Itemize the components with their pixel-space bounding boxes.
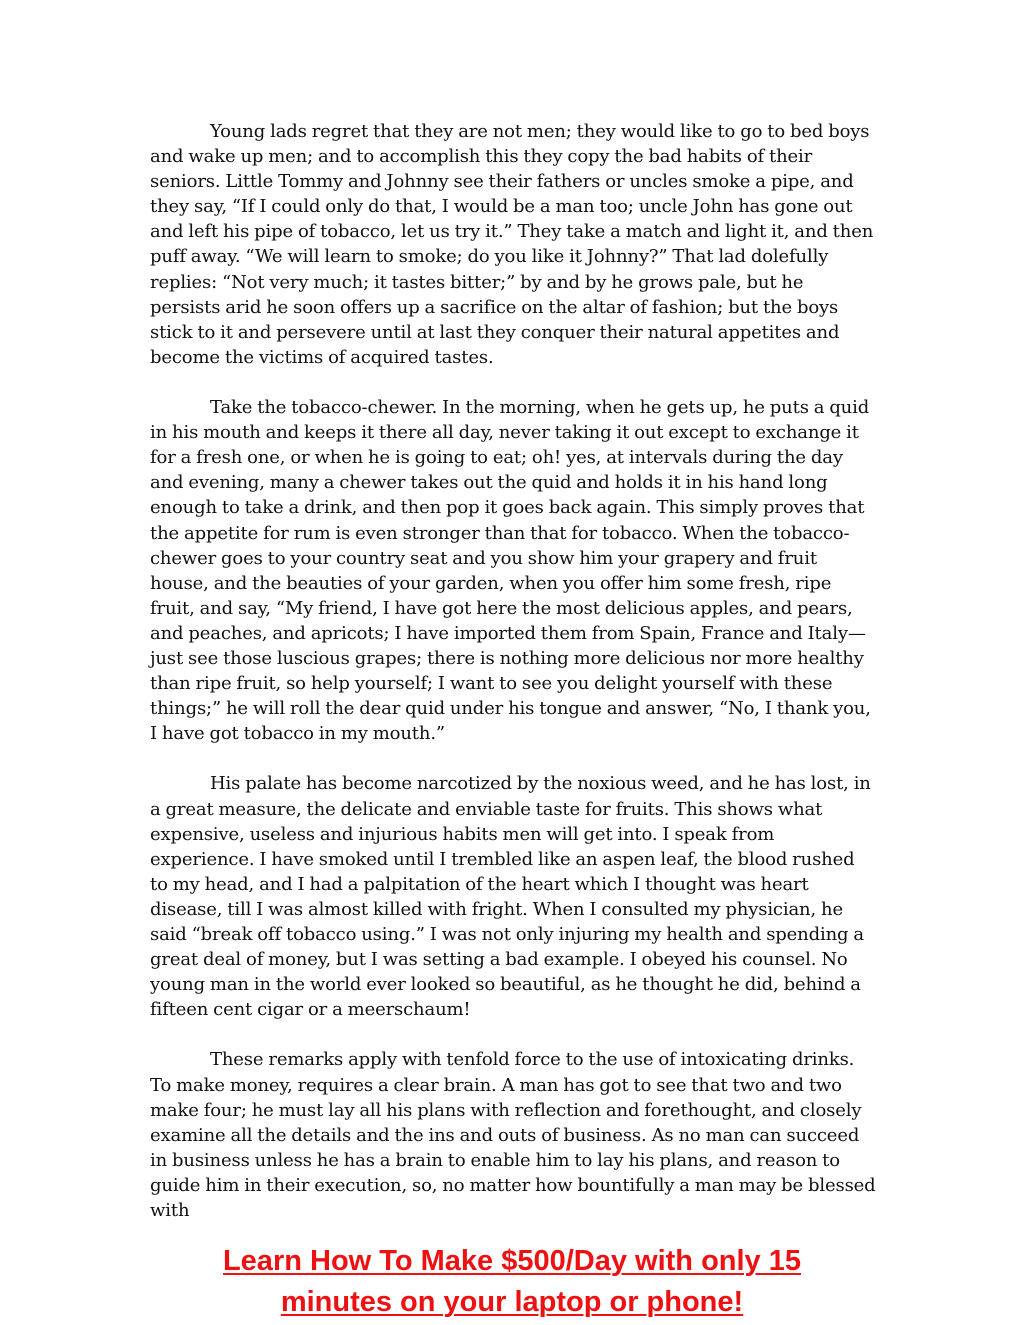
paragraph-intoxicating-drinks: These remarks apply with tenfold force to the use of intoxicating drinks. To make money, requires a clear brain. A man has got to see that two and two make four; he must lay all his plans with reflection and forethought, and closely examine all the details and the ins and outs of business. As no man can succeed in business unless he has a brain to enable him to lay his plans, and reason to guide him in their execution, so, no matter how bountifully a man may be blessed with: [150, 1049, 876, 1222]
promo-line-2: minutes on your laptop or phone!: [280, 1286, 744, 1318]
promo-banner: [0, 1241, 1024, 1323]
paragraph-young-lads: Young lads regret that they are not men; they would like to go to bed boys and wake up men; and to accomplish this they copy the bad habits of their seniors. Little Tommy and Johnny see their fathers or uncles smoke a pipe, and they say, “If I could only do that, I would be a man too; uncle John has gone out and left his pipe of tobacco, let us try it.” They take a match and light it, and then puff away. “We will learn to smoke; do you like it Johnny?” That lad dolefully replies: “Not very much; it tastes bitter;” by and by he grows pale, but he persists arid he soon offers up a sacrifice on the altar of fashion; but the boys stick to it and persevere until at last they conquer their natural appetites and become the victims of acquired tastes.: [150, 121, 874, 368]
paragraph-palate-narcotized: His palate has become narcotized by the noxious weed, and he has lost, in a great measure, the delicate and enviable taste for fruits. This shows what expensive, useless and injurious habits men will get into. I speak from experience. I have smoked until I trembled like an aspen leaf, the blood rushed to my head, and I had a palpitation of the heart which I thought was heart disease, till I was almost killed with fright. When I consulted my physician, he said “break off tobacco using.” I was not only injuring my health and spending a great deal of money, but I was setting a bad example. I obeyed his counsel. No young man in the world ever looked so beautiful, as he thought he did, behind a fifteen cent cigar or a meerschaum!: [150, 773, 871, 1021]
paragraph-tobacco-chewer: Take the tobacco-chewer. In the morning, when he gets up, he puts a quid in his mouth and keeps it there all day, never taking it out except to exchange it for a fresh one, or when he is going to eat; oh! yes, at intervals during the day and evening, many a chewer takes out the quid and holds it in his hand long enough to take a drink, and then pop it goes back again. This simply proves that the appetite for rum is even stronger than that for tobacco. When the tobacco-chewer goes to your country seat and you show him your grapery and fruit house, and the beauties of your garden, when you offer him some fresh, ripe fruit, and say, “My friend, I have got here the most delicious apples, and pears, and peaches, and apricots; I have imported them from Spain, France and Italy—just see those luscious grapes; there is nothing more delicious nor more healthy than ripe fruit, so help yourself; I want to see you delight yourself with these things;” he will roll the dear quid under his tongue and answer, “No, I thank you, I have got tobacco in my mouth.”: [150, 397, 871, 745]
document-body: [150, 119, 876, 1248]
promo-link[interactable]: [0, 1241, 1024, 1323]
promo-line-1: Learn How To Make $500/Day with only 15: [222, 1245, 802, 1277]
